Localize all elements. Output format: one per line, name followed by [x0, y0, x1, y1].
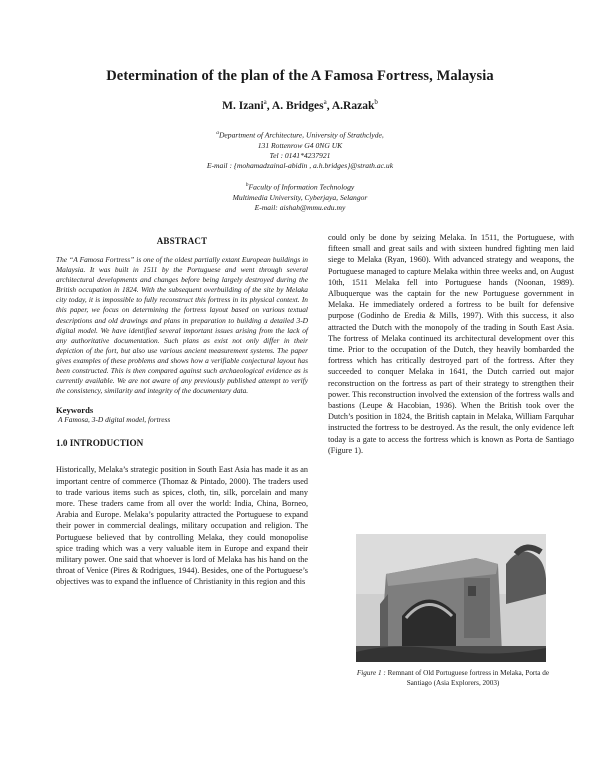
author-list: M. Izani$^a$, A. Bridges$^a$, A.Razak$^b$ — [222, 98, 378, 112]
author-affiliation-mark: a — [263, 98, 267, 106]
keywords-heading: Keywords — [56, 405, 94, 416]
author-affiliation-mark: a — [323, 98, 327, 106]
affiliation-b — [0, 180, 600, 213]
introduction-paragraph: Historically, Melaka’s strategic position in South East Asia has made it as an important centre of commerce (Thomaz & Pintado, 2000). The traders used to trade various items such as spices, cloth, tin, silk, porcelain and many more. These traders came from all over the world: India, China, Borneo, Arabia and Europe. Melaka’s popularity attracted the Portuguese to expand their power in commercial dealings, military occupation and religion. The Portuguese believed that by controlling Melaka, they could monopolise spice trading which was a very valuable item in Europe and expand their military power. One said that whoever is lord of Melaka has his hand on the throat of Venice (Pires & Rodrigues, 1944). Besides, one of the Portuguese’s objectives was to expand the influence of Christianity in this region and this — [56, 465, 308, 587]
figure-caption-text: Remnant of Old Portuguese fortress in Melaka, Porta de Santiago (Asia Explorers, 2003) — [387, 669, 550, 687]
author-name: A.Razak — [331, 99, 375, 112]
affiliation-line: Department of Architecture, University of Strathclyde, — [218, 130, 384, 140]
author-name: A. Bridges — [271, 99, 324, 112]
affiliation-email: E-mail : {mohamadzainal-abidin , a.h.bridges}@strath.ac.uk — [206, 160, 394, 170]
figure-caption — [350, 668, 556, 688]
affiliation-line: Multimedia University, Cyberjaya, Selangor — [232, 192, 368, 202]
abstract-heading: ABSTRACT — [156, 236, 208, 246]
keywords-text: A Famosa, 3-D digital model, fortress — [58, 415, 171, 425]
paper-title: Determination of the plan of the A Famosa Fortress, Malaysia — [106, 68, 494, 84]
body-paragraph-continued: could only be done by seizing Melaka. In 1511, the Portuguese, with fifteen small and great sails and with sixteen hundred fighting men laid siege to Melaka (Ryan, 1960). With advanced strategy and weapons, the Portuguese managed to capture Melaka within three weeks and, on August 10th, 1511 Melaka fell into Portuguese hands (Noonan, 1989). Albuquerque was the captain for the new Portuguese government in Melaka. He immediately ordered a fortress to be built for defensive purpose (Godinho de Eredia & Mills, 1997). With this success, it also attracted the Dutch with the monopoly of the trading in South East Asia. The fortress of Melaka continued its architectural development over this time. Prior to the occupation of the Dutch, they heavily bombarded the fortress which has critically destroyed part of the fortress. After they succeeded to conquer Melaka in 1641, the Dutch carried out major reconstruction on the fortress as part of their strategy to strengthen their power. This reconstruction involved the extension of the fortress walls and bastions (Leupe & Hacobian, 1936). When the British took over the Dutch’s position in 1824, the British captain in Melaka, William Farquhar instructed the fortress to be destroyed. As the result, the only evidence left today is a gate to access the fortress which is known as Porta de Santiago (Figure 1). — [328, 233, 574, 455]
abstract-text: The “A Famosa Fortress” is one of the oldest partially extant European buildings in Malaysia. It was built in 1511 by the Portuguese and went through several architectural developments and changes before being largely destroyed during the British occupation in 1824. With the subsequent overbuilding of the site by Melaka city today, it is impossible to fully reconstruct this fortress in its physical context. In this paper, we focus on determining the fortress layout based on various textual descriptions and old drawings and plans in preparation to building a detailed 3-D digital model. We have identified several important issues arising from the lack of any authoritative documentation. Such plans as exist not only differ in their depiction of the fort, but also use various ancient measurement systems. The paper gives examples of these problems and shows how a verifiable conjectural layout has been constructed. This is then compared against such archaeological evidence as is currently available. We are not aware of any previously published attempt to verify the consistency, similarity and integrity of the documentary data. — [56, 255, 308, 396]
affiliation-mark: b — [245, 182, 249, 188]
figure-fortress-photo — [356, 534, 546, 662]
right-column — [328, 232, 574, 456]
left-column — [56, 236, 308, 588]
fortress-gate-image — [356, 534, 546, 662]
affiliation-mark: a — [216, 130, 219, 136]
section-heading-introduction: 1.0 INTRODUCTION — [56, 438, 144, 449]
affiliation-line: Faculty of Information Technology — [248, 182, 355, 192]
affiliation-line: 131 Rottenrow G4 0NG UK — [257, 140, 343, 150]
affiliation-line: Tel : 0141*4237921 — [269, 150, 331, 160]
figure-label: Figure 1 : — [356, 669, 386, 677]
author-name: M. Izani — [222, 99, 264, 112]
author-affiliation-mark: b — [374, 98, 378, 106]
affiliation-email: E-mail: aishah@mmu.edu.my — [254, 202, 346, 212]
affiliation-a — [0, 128, 600, 171]
